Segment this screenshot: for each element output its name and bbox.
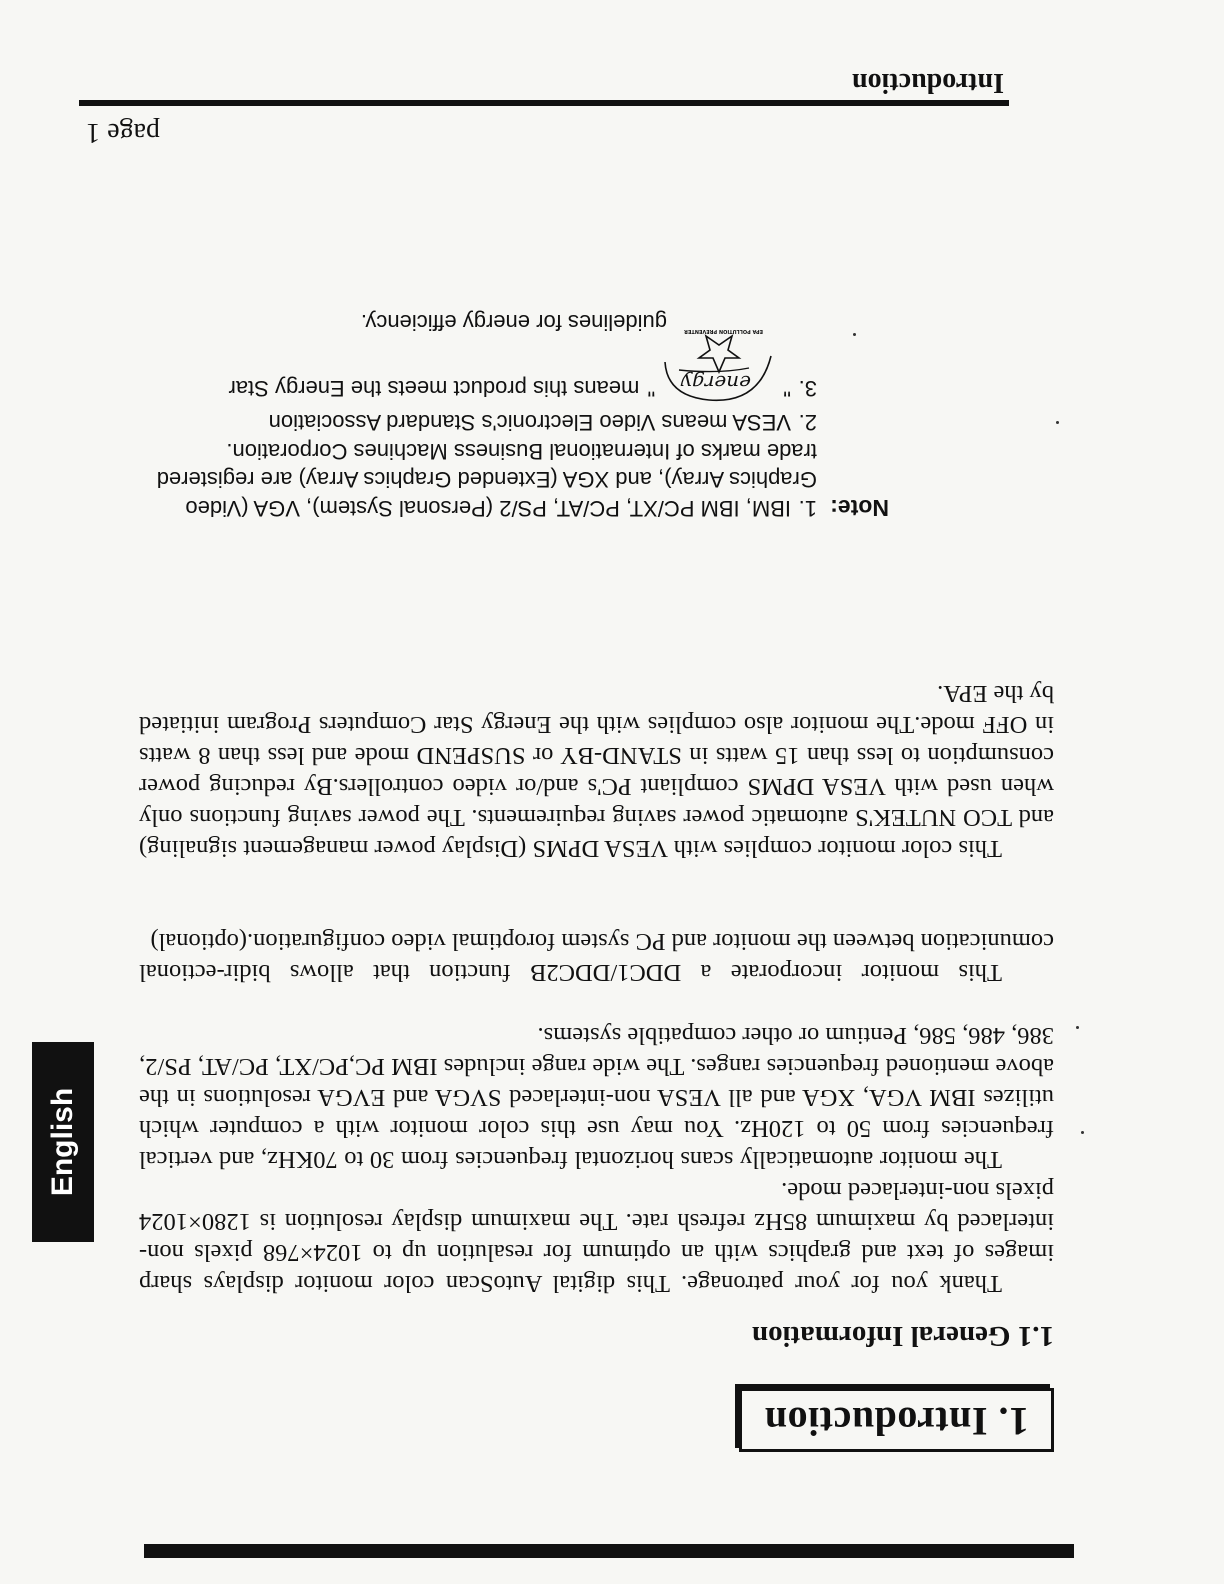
note-3-close-quote: " [647, 376, 656, 401]
note-label: Note: [830, 495, 889, 521]
paragraph-4 [139, 678, 1054, 864]
paragraph-1-text: Thank you for your patronage. This digital AutoScan color monitor displays sharp images of text and graphics with an optimum for resalution up to 1024×768 pixels non-interlaced by maximum 85Hz refresh rate. The maximum display resolution is 1280×1024 pixels non-interlaced mode. [139, 1177, 1054, 1297]
scan-speck [1056, 421, 1059, 424]
note-3-number: 3. [798, 376, 817, 401]
note-2 [129, 408, 889, 437]
chapter-title: 1. Introduction [739, 1388, 1054, 1452]
energy-logo-script: energy [680, 371, 752, 395]
energy-star-logo [659, 328, 779, 408]
language-tab [32, 1042, 94, 1242]
scan-speck [853, 333, 856, 336]
language-tab-label: English [46, 1087, 79, 1197]
scan-speck [1081, 1131, 1084, 1134]
paragraph-2-text: The monitor automatically scans horizontal frequencies from 30 to 70KHz, and vertical frequencies from 50 to 120Hz. You may use this color monitor with a computer which utilizes IBM VGA, XGA and all VESA non-interlaced SVGA and EVGA resolutions in the above mentioned frequencies ranges. The wide range includes IBM PC,PC/XT, PC/AT, PS/2, 386, 486, 586, Pentium or other compatible systems. [139, 1022, 1054, 1173]
paragraph-3 [139, 926, 1054, 988]
section-title: 1.1 General Information [751, 1320, 1054, 1352]
energy-logo-caption: EPA POLLUTION PREVENTER [684, 328, 764, 334]
footer-section-name: Introduction [852, 67, 1004, 98]
note-3-open-quote: " [783, 376, 791, 401]
note-1 [129, 437, 889, 523]
note-1-number: 1. [798, 496, 817, 521]
note-2-text: VESA means Video Electronic's Standard Association [268, 410, 791, 436]
notes-section [129, 308, 889, 523]
top-rule [144, 1544, 1074, 1558]
note-1-text: IBM, IBM PC/XT, PC/AT, PS/2 (Personal System), VGA (Video Graphics Array), and XGA (Extended Graphics Array) are registered trade marks of International Business Machines Corporation. [156, 439, 817, 521]
note-3-text-b: guidelines for energy efficiency. [360, 310, 667, 335]
paragraph-2 [139, 1020, 1054, 1175]
paragraph-4-text: This color monitor complies with VESA DPMS (Display power management signaling) and TCO NUTEK'S automatic power saving requirements. The power saving functions only when used with VESA DPMS compliant PC's and/or video controllers.By reducing power consumption to less than 15 watts in STAND-BY or SUSPEND mode and less than 8 watts in OFF mode.The monitor also complies with the Energy Star Computers Program initiated by the EPA. [139, 680, 1054, 862]
footer-rule [79, 100, 1009, 106]
note-3-text-a: means this product meets the Energy Star [228, 376, 640, 401]
footer-page-number: page 1 [86, 117, 160, 148]
paragraph-1 [139, 1175, 1054, 1299]
scan-speck [1076, 1026, 1079, 1029]
paragraph-3-text: This monitor incorporate a DDC1/DDC2B function that allows bidir-ectional comunication between the monitor and PC system foroptimal video configuration.(optional) [139, 928, 1054, 986]
note-3 [129, 308, 889, 409]
note-2-number: 2. [798, 410, 817, 436]
